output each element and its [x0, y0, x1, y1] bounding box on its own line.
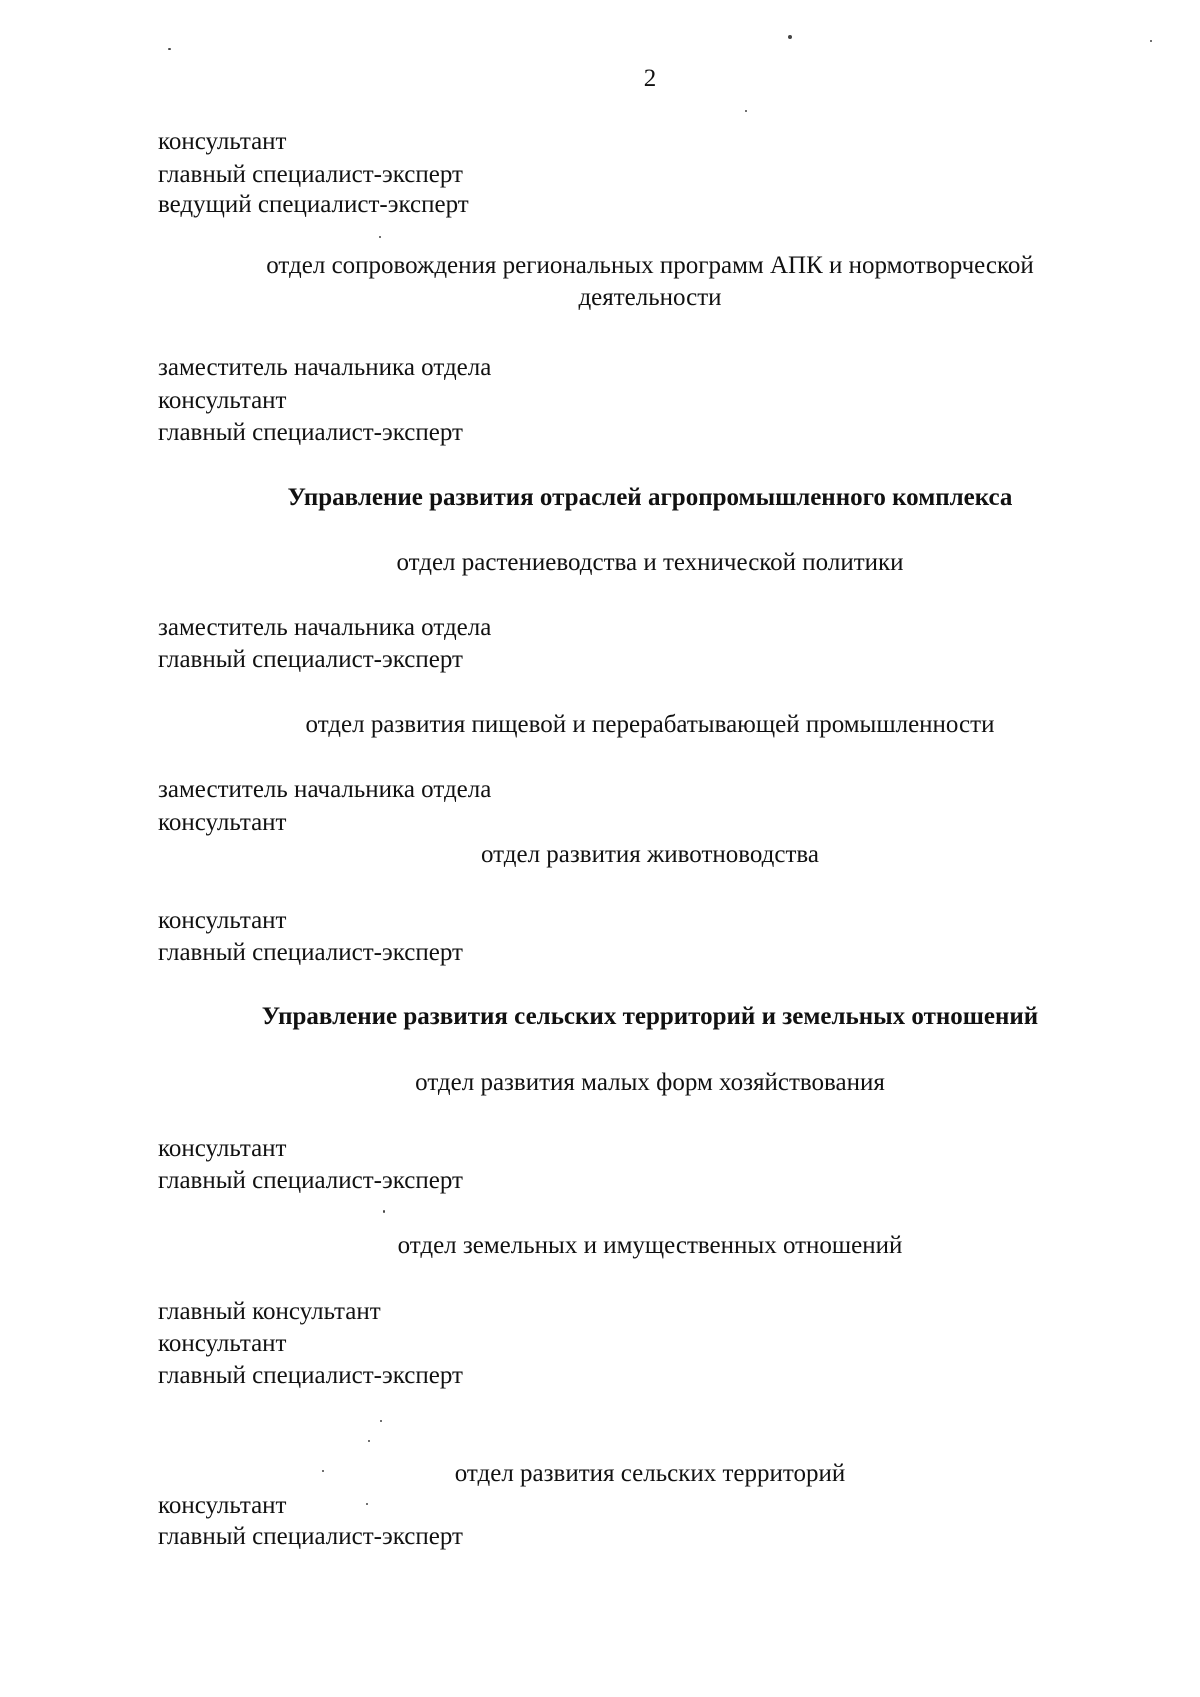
- position-line: консультант: [158, 1135, 287, 1162]
- scan-speck: [788, 35, 792, 39]
- position-line: консультант: [158, 387, 287, 414]
- position-line: главный специалист-эксперт: [158, 646, 463, 673]
- scan-speck: [380, 1420, 382, 1422]
- position-line: заместитель начальника отдела: [158, 614, 492, 641]
- scan-speck: [368, 1440, 370, 1442]
- scan-speck: [1150, 40, 1152, 42]
- position-line: главный специалист-эксперт: [158, 1167, 463, 1194]
- page-number: 2: [643, 65, 657, 92]
- position-line: заместитель начальника отдела: [158, 776, 492, 803]
- department-heading: отдел развития животноводства: [480, 841, 819, 868]
- position-line: главный специалист-эксперт: [158, 1362, 463, 1389]
- position-line: главный специалист-эксперт: [158, 161, 463, 188]
- scan-speck: [745, 110, 747, 112]
- scan-speck: [322, 1470, 324, 1472]
- position-line: консультант: [158, 809, 287, 836]
- directorate-heading: Управление развития отраслей агропромышленного комплекса: [287, 484, 1013, 511]
- department-heading: деятельности: [578, 284, 722, 311]
- department-heading: отдел развития пищевой и перерабатывающей промышленности: [305, 711, 995, 738]
- department-heading: отдел земельных и имущественных отношений: [397, 1232, 903, 1259]
- position-line: главный консультант: [158, 1298, 381, 1325]
- scan-speck: [379, 236, 381, 238]
- department-heading: отдел развития сельских территорий: [454, 1460, 846, 1487]
- scan-speck: [366, 1503, 368, 1505]
- department-heading: отдел сопровождения региональных программ АПК и нормотворческой: [266, 252, 1034, 279]
- scan-speck: [383, 1210, 385, 1213]
- department-heading: отдел растениеводства и технической политики: [396, 549, 904, 576]
- position-line: консультант: [158, 1330, 287, 1357]
- position-line: консультант: [158, 907, 287, 934]
- directorate-heading: Управление развития сельских территорий и земельных отношений: [261, 1003, 1039, 1030]
- position-line: консультант: [158, 128, 287, 155]
- position-line: главный специалист-эксперт: [158, 419, 463, 446]
- position-line: главный специалист-эксперт: [158, 939, 463, 966]
- position-line: ведущий специалист-эксперт: [158, 191, 469, 218]
- position-line: консультант: [158, 1492, 287, 1519]
- department-heading: отдел развития малых форм хозяйствования: [415, 1069, 885, 1096]
- scan-speck: [168, 48, 171, 50]
- position-line: главный специалист-эксперт: [158, 1523, 463, 1550]
- position-line: заместитель начальника отдела: [158, 354, 492, 381]
